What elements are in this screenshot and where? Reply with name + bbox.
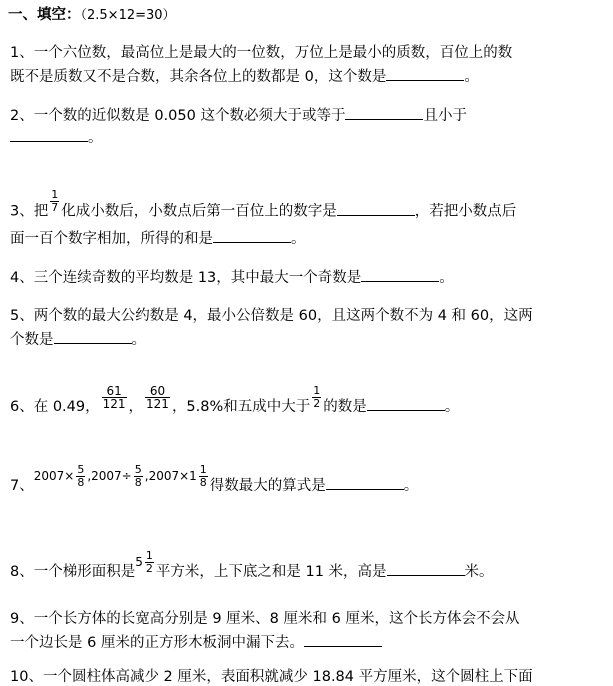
answer-blank-9[interactable] xyxy=(304,632,382,647)
question-8-end: 米。 xyxy=(464,564,494,580)
question-5-end: 。 xyxy=(131,332,146,348)
expression-2: ,2007÷ xyxy=(87,469,132,483)
question-6-text-2: 的数是 xyxy=(323,399,367,415)
answer-blank-5[interactable] xyxy=(54,329,132,344)
question-9-line-1: 9、一个长方体的长宽高分别是 9 厘米、8 厘米和 6 厘米，这个长方体会不会从 xyxy=(10,611,520,627)
section-score: （2.5×12=30） xyxy=(80,8,176,23)
question-6-separator: ， xyxy=(128,399,144,415)
fraction-denominator: 7 xyxy=(51,201,59,214)
fraction-numerator: 61 xyxy=(106,383,122,398)
mixed-whole: 5 xyxy=(135,555,143,569)
question-3-line-1 xyxy=(10,188,517,224)
answer-blank-1[interactable] xyxy=(386,66,464,81)
question-8-prefix: 8、一个梯形面积是 xyxy=(10,564,136,580)
answer-blank-7[interactable] xyxy=(326,475,404,490)
question-2-text: 2、一个数的近似数是 0.050 这个数必须大于或等于 xyxy=(10,108,346,124)
question-2-line-2 xyxy=(10,127,103,147)
question-3-prefix: 3、把 xyxy=(10,203,49,220)
fraction-numerator: 1 xyxy=(145,548,153,562)
question-1-line-1: 1、一个六位数，最高位上是最大的一位数，万位上是最小的质数，百位上的数 xyxy=(10,45,513,61)
expression-1: 2007× xyxy=(33,469,75,483)
question-7-line xyxy=(10,463,419,506)
fraction-denominator: 2 xyxy=(313,396,321,410)
fraction-denominator: 8 xyxy=(134,476,142,489)
question-2-line-1 xyxy=(10,105,467,125)
fraction-denominator: 8 xyxy=(77,476,85,489)
question-1-end: 。 xyxy=(464,69,479,85)
fraction-denominator: 121 xyxy=(146,396,169,411)
fraction-numerator: 1 xyxy=(199,463,207,476)
fraction-numerator: 60 xyxy=(149,383,166,398)
fraction-61-121 xyxy=(102,385,127,410)
fraction-1-2 xyxy=(145,550,154,575)
question-2-mid: 且小于 xyxy=(423,108,467,124)
question-3-text-2: ，若把小数点后 xyxy=(414,203,517,220)
question-3-text: 化成小数后，小数点后第一百位上的数字是 xyxy=(61,203,337,220)
question-5-line-1: 5、两个数的最大公约数是 4，最小公倍数是 60，且这两个数不为 4 和 60，这两 xyxy=(10,308,533,324)
fraction-denominator: 2 xyxy=(145,561,153,575)
answer-blank-3b[interactable] xyxy=(213,228,291,243)
mixed-number-5-1-2 xyxy=(135,542,156,582)
expression-group xyxy=(33,463,210,489)
question-9-text: 一个边长是 6 厘米的正方形木板洞中漏下去。 xyxy=(10,635,304,651)
fraction-numerator: 5 xyxy=(134,463,142,476)
question-3-line-2-text: 面一百个数字相加，所得的和是 xyxy=(10,231,213,247)
fraction-5-8-b xyxy=(134,464,143,489)
question-7-end: 。 xyxy=(403,478,419,494)
question-8-line xyxy=(10,548,494,592)
question-8-text: 平方米，上下底之和是 11 米，高是 xyxy=(155,564,387,580)
fraction-numerator: 1 xyxy=(51,188,59,201)
answer-blank-2a[interactable] xyxy=(345,105,423,120)
fraction-numerator: 1 xyxy=(313,383,321,397)
fraction-denominator: 8 xyxy=(199,476,207,489)
question-9-line-2 xyxy=(10,632,382,652)
fraction-1-8 xyxy=(199,464,208,489)
question-1-text: 既不是质数又不是合数，其余各位上的数都是 0，这个数是 xyxy=(10,69,387,85)
section-heading xyxy=(8,6,176,25)
fraction-numerator: 5 xyxy=(77,463,85,476)
question-4-end: 。 xyxy=(439,270,454,286)
question-7-text: 得数最大的算式是 xyxy=(209,478,326,494)
fraction-denominator: 121 xyxy=(102,396,126,411)
fraction-1-7 xyxy=(50,189,59,214)
section-title: 一、填空： xyxy=(8,7,81,23)
fraction-60-121 xyxy=(145,385,170,410)
question-6-line xyxy=(10,383,460,427)
question-3-end: 。 xyxy=(291,231,306,247)
question-1-line-2 xyxy=(10,66,479,86)
answer-blank-4[interactable] xyxy=(361,267,439,282)
question-5-text: 个数是 xyxy=(10,332,54,348)
question-7-prefix: 7、 xyxy=(10,478,34,494)
question-3-line-2 xyxy=(10,228,306,248)
question-5-line-2 xyxy=(10,329,146,349)
question-4-text: 4、三个连续奇数的平均数是 13，其中最大一个奇数是 xyxy=(10,270,362,286)
question-6-prefix: 6、在 0.49， xyxy=(10,399,100,415)
answer-blank-8[interactable] xyxy=(387,561,465,576)
expression-3: ,2007×1 xyxy=(144,469,197,483)
question-10-line-1: 10、一个圆柱体高减少 2 厘米，表面积就减少 18.84 平方厘米，这个圆柱上下面 xyxy=(10,669,533,685)
question-4-line xyxy=(10,267,454,287)
question-6-end: 。 xyxy=(444,399,460,415)
fraction-5-8-a xyxy=(76,464,85,489)
fraction-1-2 xyxy=(312,385,321,410)
answer-blank-2b[interactable] xyxy=(10,127,88,142)
question-2-end: 。 xyxy=(88,130,103,146)
question-6-text: ，5.8%和五成中大于 xyxy=(171,399,311,415)
answer-blank-6[interactable] xyxy=(367,396,445,411)
answer-blank-3a[interactable] xyxy=(337,201,415,216)
